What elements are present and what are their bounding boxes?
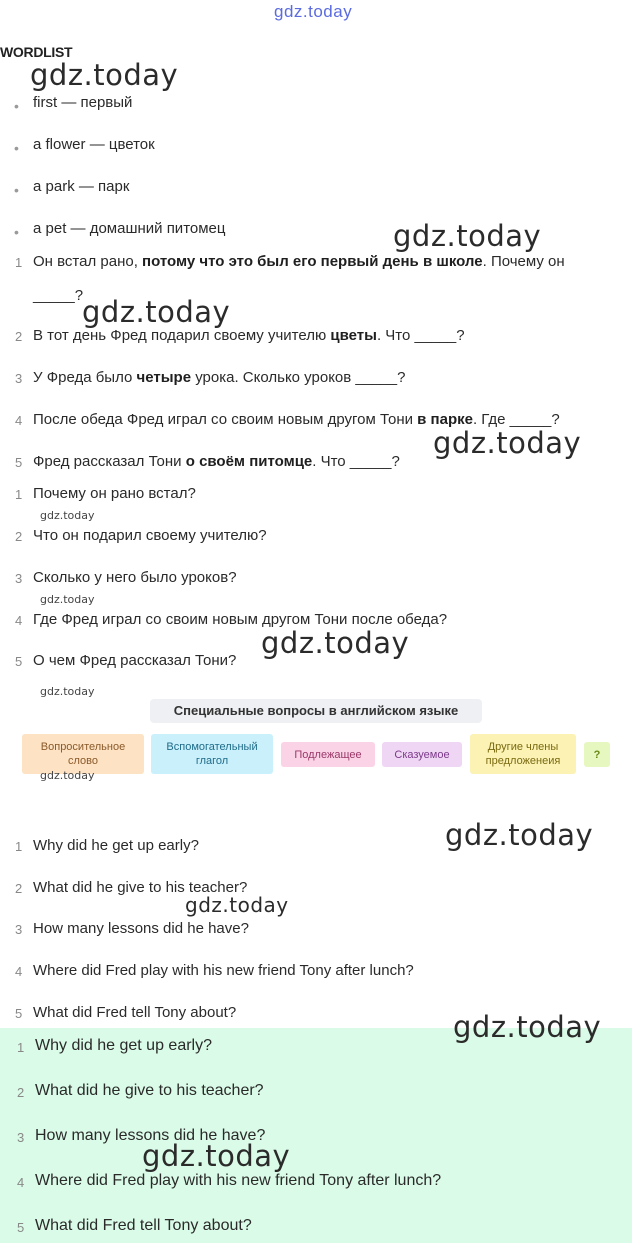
list-number: 4	[15, 413, 23, 428]
question-en: Why did he get up early?	[33, 837, 199, 854]
wordlist-item: a pet — домашний питомец	[33, 220, 226, 237]
bullet-icon: •	[14, 182, 19, 198]
watermark: gdz.today	[40, 685, 95, 698]
answer-en: Where did Fred play with his new friend Tony after lunch?	[35, 1172, 442, 1189]
wordlist-item: a flower — цветок	[33, 136, 155, 153]
question-en: What did he give to his teacher?	[33, 879, 248, 896]
bullet-icon: •	[14, 140, 19, 156]
scheme-title: Специальные вопросы в английском языке	[150, 699, 482, 723]
bullet-icon: •	[14, 98, 19, 114]
watermark: gdz.today	[40, 593, 95, 606]
chip-question-mark: ?	[584, 742, 610, 767]
list-number: 3	[15, 922, 23, 937]
watermark: gdz.today	[261, 626, 410, 660]
answer-en: What did he give to his teacher?	[35, 1082, 264, 1099]
list-number: 3	[15, 371, 23, 386]
chip-predicate: Сказуемое	[382, 742, 462, 767]
watermark: gdz.today	[82, 295, 231, 329]
sentence-5: Фред рассказал Тони о своём питомце. Что _____?	[33, 453, 400, 470]
list-number: 5	[15, 1006, 23, 1021]
list-number: 3	[15, 571, 23, 586]
sentence-1-continuation: _____?	[33, 287, 84, 304]
list-number: 4	[15, 964, 23, 979]
question-ru: Сколько у него было уроков?	[33, 569, 237, 586]
watermark: gdz.today	[433, 426, 582, 460]
question-en: How many lessons did he have?	[33, 920, 249, 937]
list-number: 4	[17, 1175, 25, 1190]
question-en: Where did Fred play with his new friend Tony after lunch?	[33, 962, 414, 979]
wordlist-title: WORDLIST	[0, 44, 73, 60]
watermark: gdz.today	[30, 58, 179, 92]
wordlist-item: a park — парк	[33, 178, 130, 195]
list-number: 1	[15, 487, 23, 502]
question-ru: О чем Фред рассказал Тони?	[33, 652, 237, 669]
list-number: 1	[15, 839, 23, 854]
answer-en: Why did he get up early?	[35, 1037, 212, 1054]
list-number: 5	[15, 654, 23, 669]
question-ru: Где Фред играл со своим новым другом Тони после обеда?	[33, 611, 448, 628]
sentence-4: После обеда Фред играл со своим новым другом Тони в парке. Где _____?	[33, 411, 560, 428]
watermark: gdz.today	[453, 1010, 602, 1044]
watermark: gdz.today	[393, 219, 542, 253]
list-number: 5	[17, 1220, 25, 1235]
sentence-1: Он встал рано, потому что это был его первый день в школе. Почему он	[33, 253, 565, 270]
watermark: gdz.today	[185, 893, 289, 917]
list-number: 4	[15, 613, 23, 628]
list-number: 3	[17, 1130, 25, 1145]
bullet-icon: •	[14, 224, 19, 240]
chip-question-word: Вопросительное слово	[22, 734, 144, 774]
watermark: gdz.today	[142, 1139, 291, 1173]
list-number: 1	[17, 1040, 25, 1055]
question-ru: Почему он рано встал?	[33, 485, 196, 502]
watermark: gdz.today	[40, 769, 95, 782]
watermark: gdz.today	[40, 509, 95, 522]
list-number: 2	[15, 529, 23, 544]
answer-en: What did Fred tell Tony about?	[35, 1217, 252, 1234]
sentence-2: В тот день Фред подарил своему учителю цветы. Что _____?	[33, 327, 465, 344]
sentence-3: У Фреда было четыре урока. Сколько уроков _____?	[33, 369, 406, 386]
question-ru: Что он подарил своему учителю?	[33, 527, 267, 544]
chip-auxiliary-verb: Вспомогательный глагол	[151, 734, 273, 774]
list-number: 2	[17, 1085, 25, 1100]
watermark-top: gdz.today	[274, 2, 353, 21]
chip-subject: Подлежащее	[281, 742, 375, 767]
list-number: 2	[15, 329, 23, 344]
wordlist-item: first — первый	[33, 94, 133, 111]
list-number: 1	[15, 255, 23, 270]
answer-en: How many lessons did he have?	[35, 1127, 266, 1144]
watermark: gdz.today	[445, 818, 594, 852]
question-en: What did Fred tell Tony about?	[33, 1004, 237, 1021]
list-number: 5	[15, 455, 23, 470]
list-number: 2	[15, 881, 23, 896]
chip-other-members: Другие члены предложенеия	[470, 734, 576, 774]
